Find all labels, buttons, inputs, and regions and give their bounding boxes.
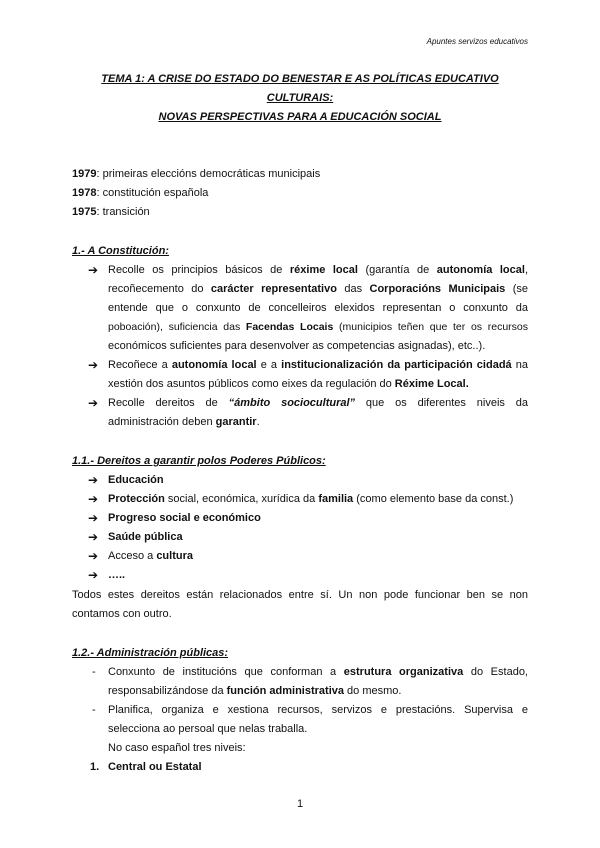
right-item-4: Saúde pública xyxy=(108,531,183,543)
arrow-icon: ➔ xyxy=(88,568,99,582)
right-item-5: Acceso a cultura xyxy=(108,550,193,562)
s1-b2-line1: Recoñece a autonomía local e a institucionalización da participación cidadá na xyxy=(108,359,528,371)
arrow-icon: ➔ xyxy=(88,396,99,410)
arrow-icon: ➔ xyxy=(88,530,99,544)
title-line-2: CULTURAIS: xyxy=(266,92,334,104)
s1-b3-line2: administración deben garantir. xyxy=(108,416,260,428)
s11-para-line2: contamos con outro. xyxy=(72,608,172,620)
section-1-1-heading: 1.1.- Dereitos a garantir polos Poderes Públicos: xyxy=(72,455,326,467)
numbered-item-text: Central ou Estatal xyxy=(108,761,202,773)
arrow-icon: ➔ xyxy=(88,549,99,563)
s12-d2-line1: Planifica, organiza e xestiona recursos, servizos e prestacións. Supervisa e xyxy=(108,704,528,716)
arrow-icon: ➔ xyxy=(88,511,99,525)
right-item-6: ….. xyxy=(108,569,126,581)
dash-bullet: - xyxy=(92,666,96,678)
right-item-3: Progreso social e económico xyxy=(108,512,261,524)
date-1978: 1978: constitución española xyxy=(72,187,209,199)
running-header: Apuntes servizos educativos xyxy=(426,37,528,46)
right-item-1: Educación xyxy=(108,474,164,486)
arrow-icon: ➔ xyxy=(88,263,99,277)
title-line-3: NOVAS PERSPECTIVAS PARA A EDUCACIÓN SOCIAL xyxy=(158,111,442,123)
s1-b1-line5: económicos suficientes para desenvolver as competencias asignadas), etc..). xyxy=(108,340,486,352)
s1-b1-line3: entende que o conxunto de concelleiros elexidos representan o conxunto da xyxy=(108,302,528,314)
section-1-heading: 1.- A Constitución: xyxy=(72,245,169,257)
s1-b3-line1: Recolle dereitos de “ámbito sociocultural” que os diferentes niveis da xyxy=(108,397,529,409)
numbered-item-number: 1. xyxy=(90,761,100,773)
arrow-icon: ➔ xyxy=(88,492,99,506)
s1-b2-line2: xestión dos asuntos públicos como eixes da regulación do Réxime Local. xyxy=(108,378,469,390)
title-line-1: TEMA 1: A CRISE DO ESTADO DO BENESTAR E AS POLÍTICAS EDUCATIVO xyxy=(101,73,499,85)
s1-b1-line4: poboación), suficiencia das Facendas Locais (municipios teñen que ter os recursos xyxy=(108,321,528,333)
date-1979: 1979: primeiras eleccións democráticas municipais xyxy=(72,168,321,180)
s12-d1-line1: Conxunto de institucións que conforman a estrutura organizativa do Estado, xyxy=(108,666,528,678)
section-1-2-heading: 1.2.- Administración públicas: xyxy=(72,647,229,659)
s1-b1-line2: recoñecemento do carácter representativo das Corporacións Municipais (se xyxy=(108,283,528,295)
arrow-icon: ➔ xyxy=(88,473,99,487)
s12-d2-line3: No caso español tres niveis: xyxy=(108,742,246,754)
s1-b1-line1: Recolle os principios básicos de réxime local (garantía de autonomía local, xyxy=(108,264,529,276)
s12-d1-line2: responsabilizándose da función administrativa do mesmo. xyxy=(108,685,402,697)
s12-d2-line2: selecciona ao persoal que nelas traballa. xyxy=(108,723,308,735)
arrow-icon: ➔ xyxy=(88,358,99,372)
right-item-2: Protección social, económica, xurídica da familia (como elemento base da const.) xyxy=(108,493,514,505)
page-number: 1 xyxy=(296,798,304,810)
dash-bullet: - xyxy=(92,704,96,716)
s11-para-line1: Todos estes dereitos están relacionados entre sí. Un non pode funcionar ben se non xyxy=(72,589,528,601)
date-1975: 1975: transición xyxy=(72,206,150,218)
